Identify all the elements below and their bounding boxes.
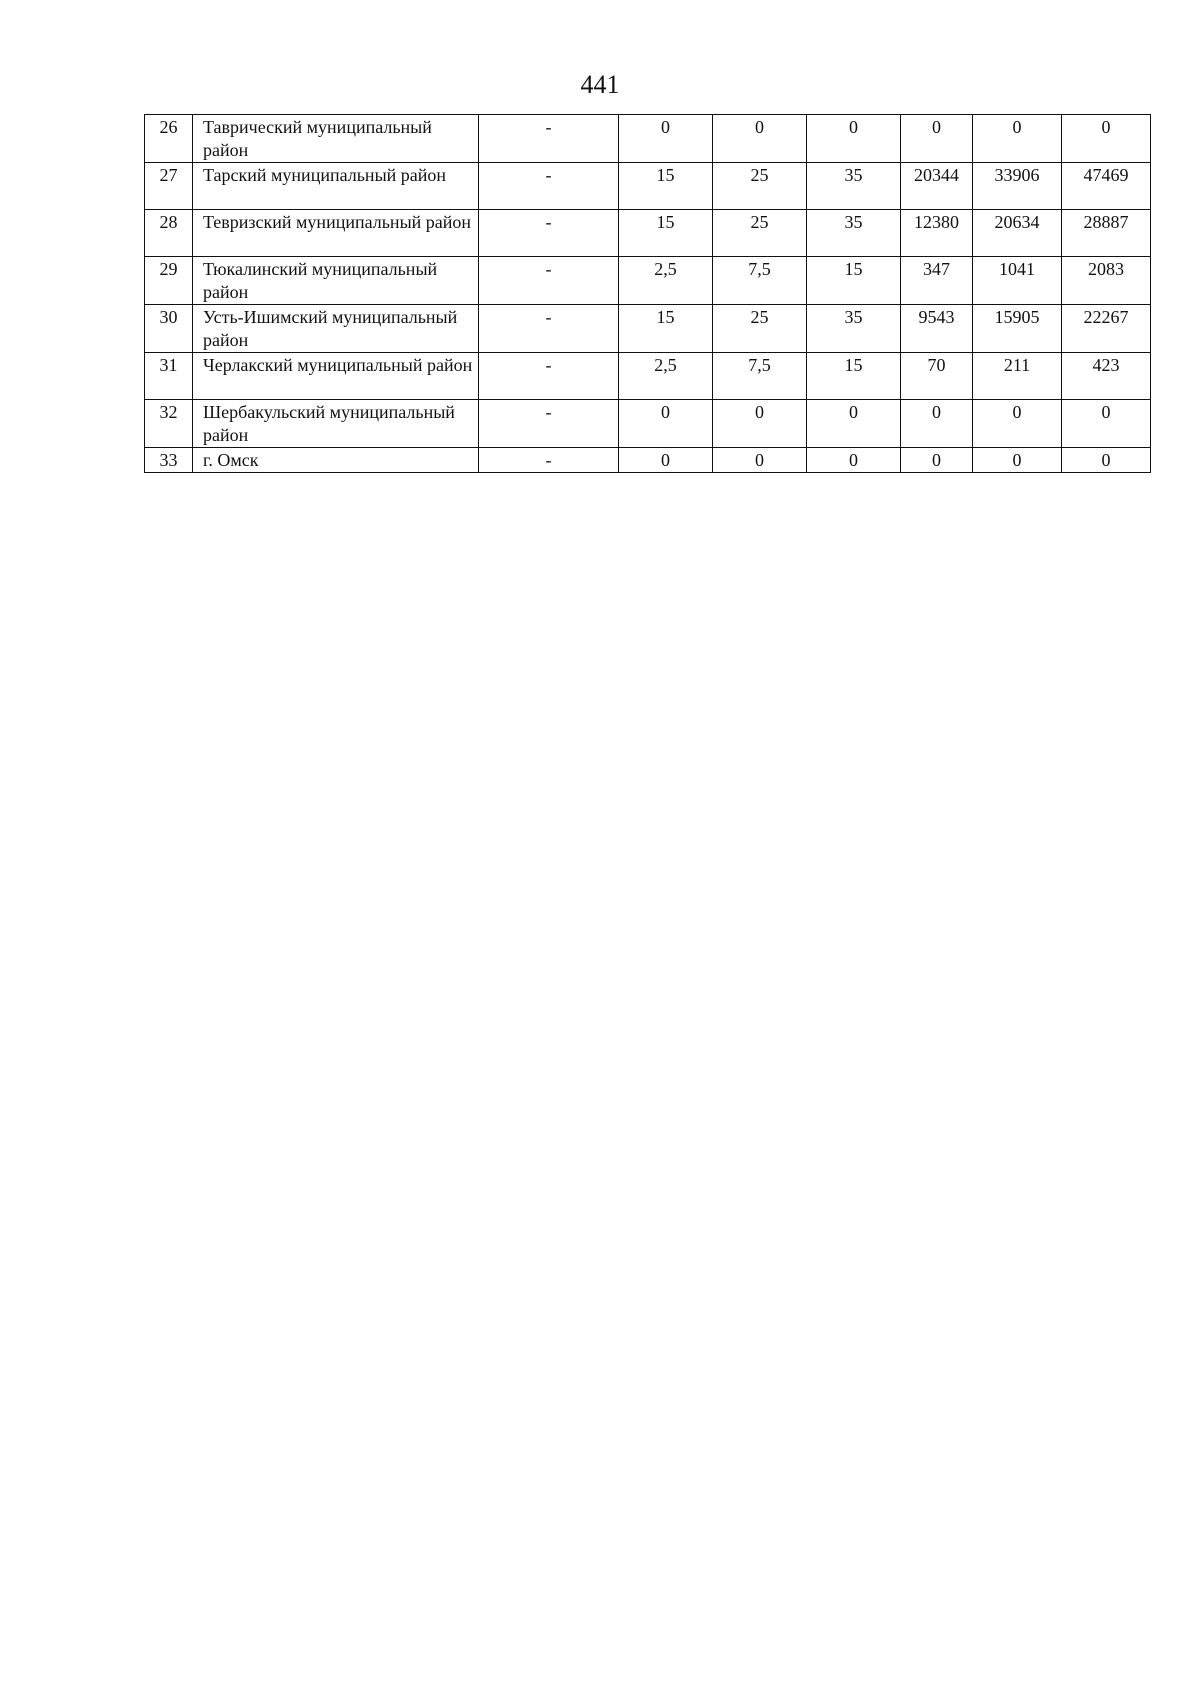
value-cell: 20344 (901, 163, 973, 210)
dash-cell: - (479, 448, 619, 473)
value-cell: 0 (807, 400, 901, 448)
district-name: Черлакский муниципальный район (193, 353, 479, 400)
table-row (145, 305, 1151, 353)
dash-cell: - (479, 163, 619, 210)
value-cell: 0 (973, 115, 1062, 163)
value-cell: 20634 (973, 210, 1062, 257)
value-cell: 211 (973, 353, 1062, 400)
value-cell: 0 (619, 400, 713, 448)
district-name: Тевризский муниципальный район (193, 210, 479, 257)
value-cell: 33906 (973, 163, 1062, 210)
table-row (145, 115, 1151, 163)
value-cell: 0 (619, 115, 713, 163)
value-cell: 1041 (973, 257, 1062, 305)
value-cell: 2083 (1062, 257, 1151, 305)
dash-cell: - (479, 257, 619, 305)
value-cell: 12380 (901, 210, 973, 257)
district-name: Шербакульский муниципальный район (193, 400, 479, 448)
table-row (145, 163, 1151, 210)
row-number: 28 (145, 210, 193, 257)
row-number: 30 (145, 305, 193, 353)
value-cell: 0 (901, 115, 973, 163)
value-cell: 2,5 (619, 353, 713, 400)
value-cell: 0 (1062, 115, 1151, 163)
dash-cell: - (479, 210, 619, 257)
value-cell: 25 (713, 305, 807, 353)
value-cell: 347 (901, 257, 973, 305)
value-cell: 7,5 (713, 257, 807, 305)
value-cell: 0 (973, 400, 1062, 448)
row-number: 31 (145, 353, 193, 400)
table-row (145, 210, 1151, 257)
row-number: 27 (145, 163, 193, 210)
value-cell: 0 (713, 400, 807, 448)
value-cell: 0 (807, 448, 901, 473)
value-cell: 28887 (1062, 210, 1151, 257)
row-number: 29 (145, 257, 193, 305)
district-name: г. Омск (193, 448, 479, 473)
value-cell: 15 (619, 305, 713, 353)
value-cell: 15 (807, 257, 901, 305)
page-number: 441 (580, 70, 620, 99)
value-cell: 47469 (1062, 163, 1151, 210)
value-cell: 15 (807, 353, 901, 400)
value-cell: 7,5 (713, 353, 807, 400)
table-row (145, 400, 1151, 448)
value-cell: 22267 (1062, 305, 1151, 353)
dash-cell: - (479, 400, 619, 448)
value-cell: 9543 (901, 305, 973, 353)
value-cell: 0 (807, 115, 901, 163)
value-cell: 0 (1062, 400, 1151, 448)
value-cell: 15 (619, 210, 713, 257)
value-cell: 35 (807, 163, 901, 210)
value-cell: 15 (619, 163, 713, 210)
value-cell: 35 (807, 210, 901, 257)
table-row (145, 257, 1151, 305)
dash-cell: - (479, 115, 619, 163)
table-row (145, 448, 1151, 473)
value-cell: 0 (901, 400, 973, 448)
value-cell: 0 (619, 448, 713, 473)
data-table (144, 114, 1151, 473)
dash-cell: - (479, 353, 619, 400)
district-name: Таврический муниципальный район (193, 115, 479, 163)
value-cell: 0 (713, 115, 807, 163)
dash-cell: - (479, 305, 619, 353)
district-name: Тюкалинский муниципальный район (193, 257, 479, 305)
value-cell: 25 (713, 210, 807, 257)
district-name: Усть-Ишимский муниципальный район (193, 305, 479, 353)
value-cell: 423 (1062, 353, 1151, 400)
value-cell: 25 (713, 163, 807, 210)
district-name: Тарский муниципальный район (193, 163, 479, 210)
value-cell: 70 (901, 353, 973, 400)
row-number: 33 (145, 448, 193, 473)
value-cell: 0 (713, 448, 807, 473)
value-cell: 2,5 (619, 257, 713, 305)
value-cell: 0 (901, 448, 973, 473)
value-cell: 35 (807, 305, 901, 353)
value-cell: 15905 (973, 305, 1062, 353)
row-number: 26 (145, 115, 193, 163)
value-cell: 0 (973, 448, 1062, 473)
row-number: 32 (145, 400, 193, 448)
value-cell: 0 (1062, 448, 1151, 473)
table-row (145, 353, 1151, 400)
